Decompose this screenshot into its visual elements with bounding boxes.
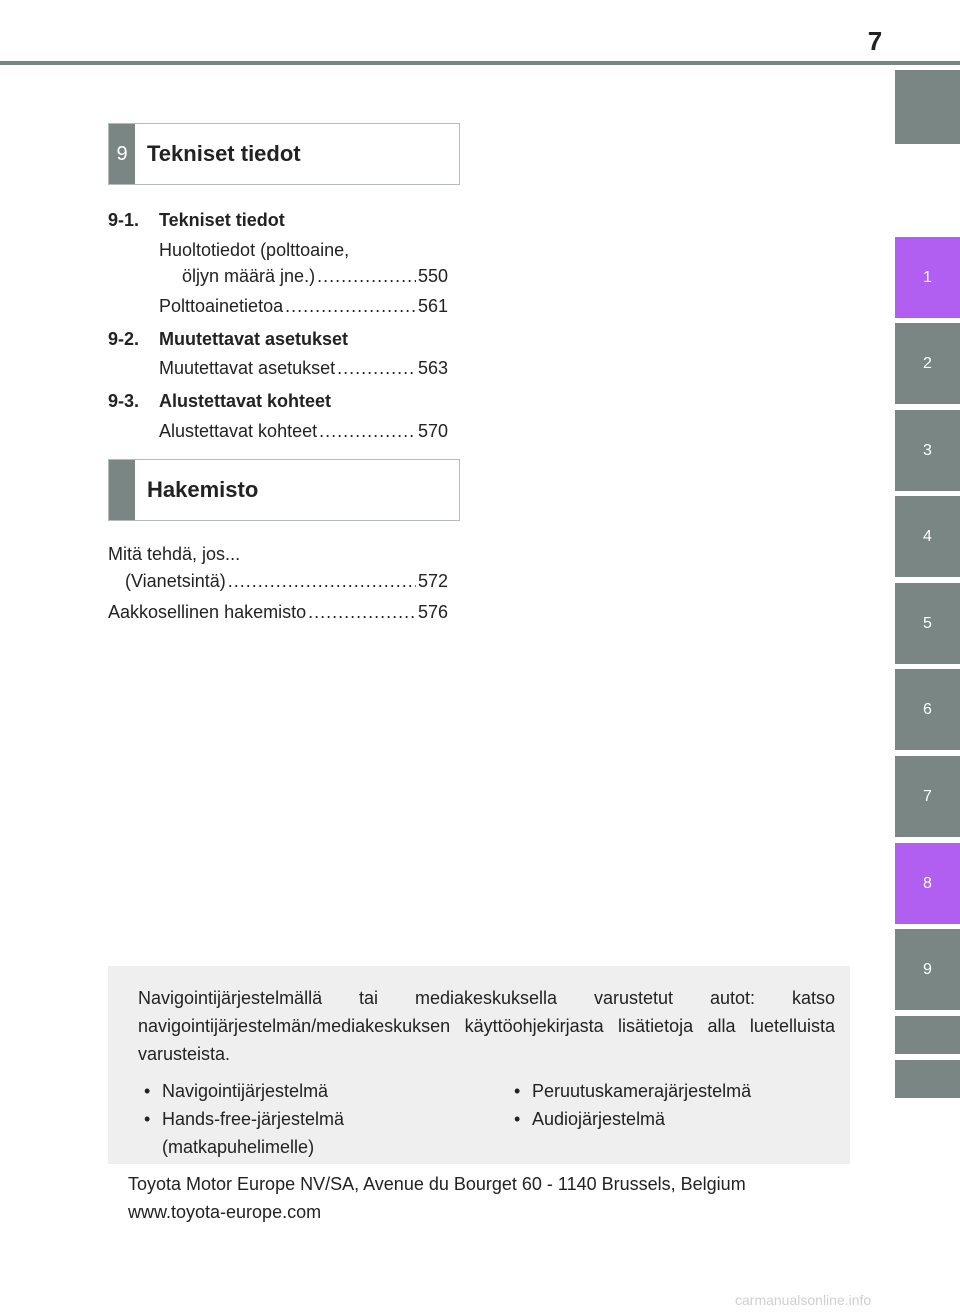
- side-tab-label: 1: [923, 268, 932, 286]
- toc-entry-page: 550: [417, 266, 448, 286]
- toc-entry-label: Alustettavat kohteet: [159, 421, 318, 441]
- section-number: 9: [109, 124, 135, 184]
- side-tab-5[interactable]: [895, 583, 960, 664]
- toc-entry-label-line1[interactable]: Mitä tehdä, jos...: [108, 544, 241, 564]
- side-tab-blank-top[interactable]: [895, 70, 960, 144]
- list-item: • Hands-free-järjestelmä (matkapuhelimelle): [138, 1105, 458, 1161]
- toc-entry-label: (Vianetsintä): [125, 571, 226, 591]
- toc-entry-label: Aakkosellinen hakemisto: [108, 602, 307, 622]
- section-title: Hakemisto: [147, 477, 259, 502]
- toc-entry-label-line1[interactable]: Huoltotiedot (polttoaine,: [159, 240, 350, 260]
- toc-leader: [228, 571, 416, 592]
- toc-entry-page: 570: [417, 421, 448, 441]
- note-text: Navigointijärjestelmällä tai mediakeskuksella varustetut autot: katso navigointijärjestelmän/mediakeskuksen käyttöohjekirjasta lisätietoja alla luetelluista varusteista.: [138, 988, 835, 1064]
- side-tab-label: 3: [923, 441, 932, 459]
- section-number-bar: [109, 460, 135, 520]
- toc-group-code: 9-3.: [108, 391, 140, 411]
- note-list-left: [138, 1077, 458, 1161]
- toc-group-title[interactable]: Alustettavat kohteet: [159, 391, 332, 411]
- toc-entry-label: öljyn määrä jne.): [182, 266, 316, 286]
- toc-entry[interactable]: [159, 295, 448, 317]
- toc-entry-label: Polttoainetietoa: [159, 296, 284, 316]
- toc-group-title[interactable]: Muutettavat asetukset: [159, 329, 349, 349]
- note-list-right: [508, 1077, 828, 1133]
- toc-leader: [285, 296, 416, 317]
- section-title: Tekniset tiedot: [147, 141, 301, 166]
- toc-entry[interactable]: [125, 570, 448, 592]
- list-item: • Navigointijärjestelmä: [138, 1077, 458, 1105]
- side-tab-3[interactable]: [895, 410, 960, 491]
- note-box: [108, 966, 850, 1164]
- toc-group-code: 9-1.: [108, 210, 140, 230]
- side-tab-blank-1[interactable]: [895, 1016, 960, 1054]
- toc-leader: [319, 421, 416, 442]
- side-tab-2[interactable]: [895, 323, 960, 404]
- list-item: • Peruutuskamerajärjestelmä: [508, 1077, 828, 1105]
- toc-entry-page: 576: [417, 602, 448, 622]
- side-tab-label: 8: [923, 874, 932, 892]
- toc-entry-page: 563: [417, 358, 448, 378]
- side-tab-label: 4: [923, 527, 932, 545]
- toc-group-title[interactable]: Tekniset tiedot: [159, 210, 285, 230]
- list-item: • Audiojärjestelmä: [508, 1105, 828, 1133]
- toc-entry[interactable]: [159, 420, 448, 442]
- toc-entry[interactable]: [159, 357, 448, 379]
- section-header-9: [108, 123, 460, 185]
- footer-address: Toyota Motor Europe NV/SA, Avenue du Bourget 60 - 1140 Brussels, Belgium www.toyota-europe.com: [128, 1174, 746, 1222]
- toc-entry-page: 572: [417, 571, 448, 591]
- side-tab-label: 7: [923, 787, 932, 805]
- section-header-index: [108, 459, 460, 521]
- side-tab-label: 2: [923, 354, 932, 372]
- top-rule: [0, 61, 960, 65]
- watermark: carmanualsonline.info: [735, 1292, 872, 1308]
- side-tab-label: 5: [923, 614, 932, 632]
- side-tab-label: 6: [923, 700, 932, 718]
- toc-leader: [317, 266, 416, 287]
- side-tab-blank-2[interactable]: [895, 1060, 960, 1098]
- toc-entry-label: Muutettavat asetukset: [159, 358, 336, 378]
- toc-leader: [308, 602, 416, 623]
- side-tab-9[interactable]: [895, 929, 960, 1010]
- toc-leader: [337, 358, 416, 379]
- toc-entry-page: 561: [417, 296, 448, 316]
- side-tab-7[interactable]: [895, 756, 960, 837]
- side-tab-label: 9: [923, 960, 932, 978]
- toc-group-code: 9-2.: [108, 329, 140, 349]
- side-tab-1[interactable]: [895, 237, 960, 318]
- toc-entry[interactable]: [108, 601, 448, 623]
- side-tab-4[interactable]: [895, 496, 960, 577]
- side-tab-8[interactable]: [895, 843, 960, 924]
- page-number: 7: [867, 26, 883, 56]
- side-tab-6[interactable]: [895, 669, 960, 750]
- toc-entry[interactable]: [182, 265, 448, 287]
